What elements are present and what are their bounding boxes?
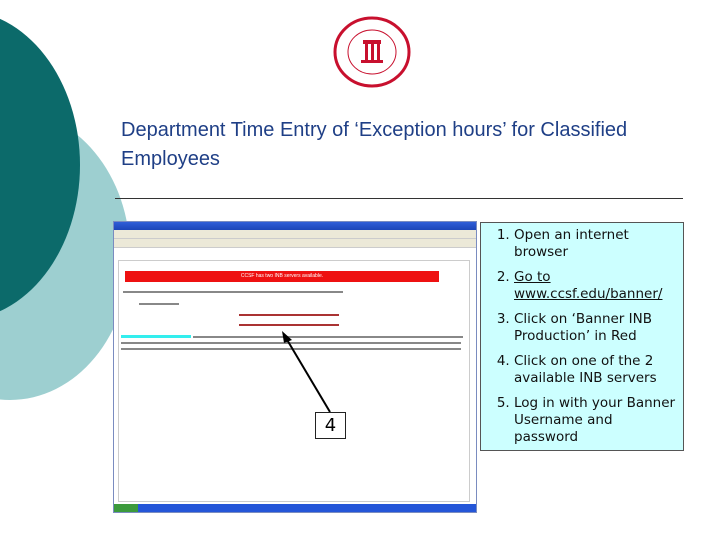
address-bar bbox=[114, 230, 476, 239]
text-line bbox=[139, 303, 179, 305]
highlighted-text bbox=[121, 335, 191, 338]
college-seal-logo bbox=[333, 16, 411, 88]
step-5: 5. Log in with your Banner Username and password bbox=[514, 395, 679, 446]
divider bbox=[115, 198, 683, 199]
server-link bbox=[239, 314, 339, 316]
step-2: 2. Go to www.ccsf.edu/banner/ bbox=[514, 269, 679, 303]
slide-title: Department Time Entry of ‘Exception hours’ for Classified Employees bbox=[121, 119, 628, 170]
servers-banner: CCSF has two INB servers available. bbox=[125, 271, 439, 282]
text-line bbox=[123, 291, 343, 293]
decor-circles bbox=[0, 0, 130, 400]
step-1: 1. Open an internet browser bbox=[514, 227, 679, 261]
start-button bbox=[114, 504, 138, 512]
step-4: 4. Click on one of the 2 available INB servers bbox=[514, 353, 679, 387]
step-3: 3. Click on ‘Banner INB Production’ in Red bbox=[514, 311, 679, 345]
taskbar bbox=[114, 504, 476, 512]
step-number-callout: 4 bbox=[315, 412, 346, 439]
toolbar bbox=[114, 239, 476, 248]
pointer-arrow bbox=[270, 325, 340, 420]
browser-titlebar bbox=[114, 222, 476, 230]
steps-callout bbox=[480, 222, 684, 451]
